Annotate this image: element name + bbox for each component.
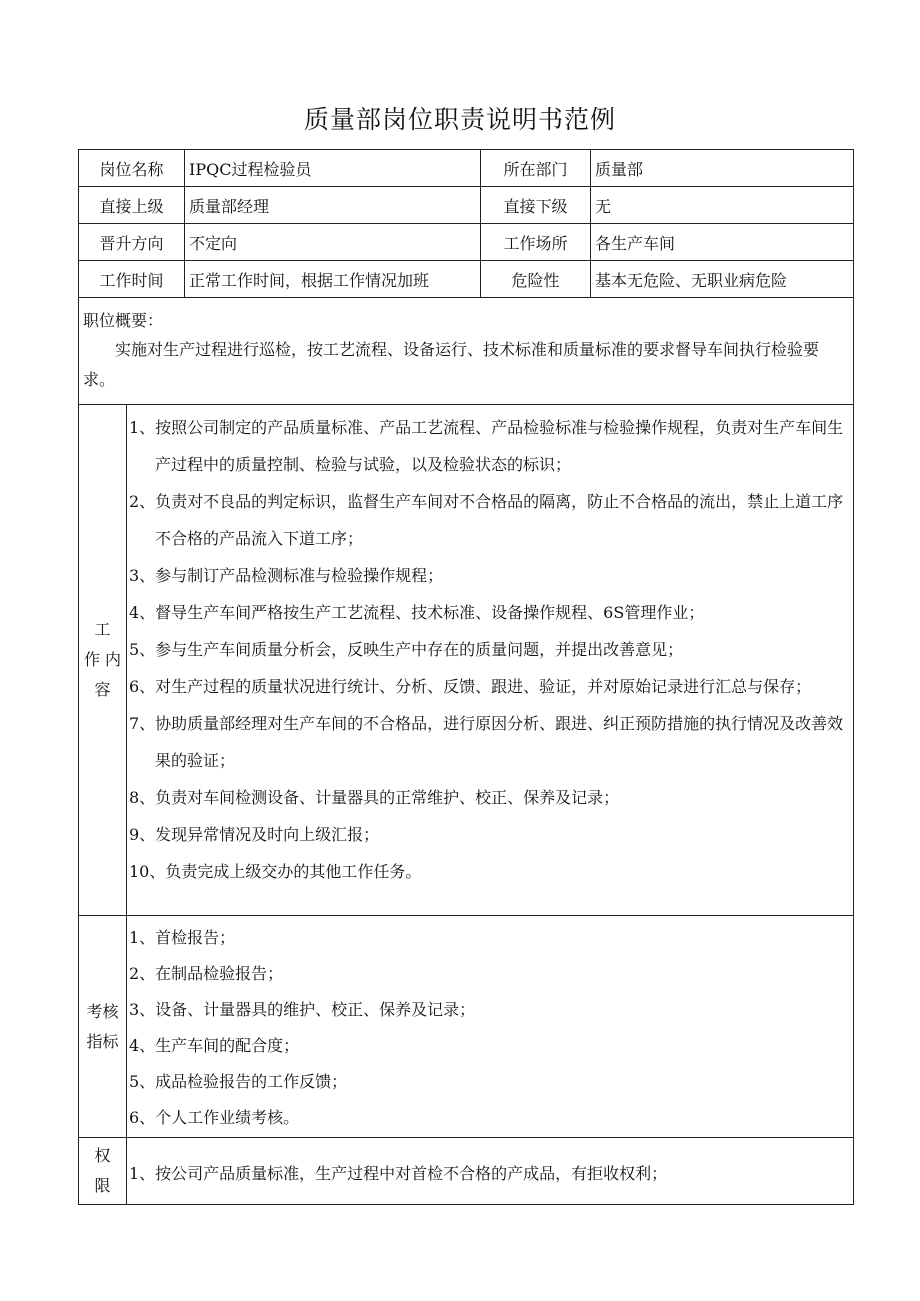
summary-heading: 职位概要： (83, 311, 164, 330)
value-promotion: 不定向 (185, 224, 481, 261)
label-workplace: 工作场所 (481, 224, 591, 261)
authority-label (79, 1138, 127, 1205)
value-work-hours: 正常工作时间，根据工作情况加班 (185, 261, 481, 298)
duty-item: 4、督导生产车间严格按生产工艺流程、技术标准、设备操作规程、6S管理作业； (129, 603, 705, 622)
metrics-label (79, 916, 127, 1138)
info-row-promotion (79, 224, 854, 261)
label-hazard: 危险性 (481, 261, 591, 298)
duty-item: 5、参与生产车间质量分析会，反映生产中存在的质量问题，并提出改善意见； (129, 640, 684, 659)
metric-item: 5、成品检验报告的工作反馈； (129, 1072, 348, 1091)
duty-item: 1、按照公司制定的产品质量标准、产品工艺流程、产品检验标准与检验操作规程，负责对生产车间生产过程中的质量控制、检验与试验，以及检验状态的标识； (129, 418, 844, 474)
duties-label (79, 405, 127, 916)
authority-label-line2: 限 (94, 1176, 111, 1195)
duty-item: 6、对生产过程的质量状况进行统计、分析、反馈、跟进、验证，并对原始记录进行汇总与保存； (129, 677, 812, 696)
document-title: 质量部岗位职责说明书范例 (303, 105, 616, 134)
value-department: 质量部 (591, 150, 854, 187)
metric-item: 3、设备、计量器具的维护、校正、保养及记录； (129, 1000, 476, 1019)
duties-row (79, 405, 854, 916)
duty-item: 7、协助质量部经理对生产车间的不合格品，进行原因分析、跟进、纠正预防措施的执行情况及改善效果的验证； (129, 714, 844, 770)
value-hazard: 基本无危险、无职业病危险 (591, 261, 854, 298)
duty-item: 3、参与制订产品检测标准与检验操作规程； (129, 566, 444, 585)
metric-item: 4、生产车间的配合度； (129, 1036, 300, 1055)
summary-body: 实施对生产过程进行巡检，按工艺流程、设备运行、技术标准和质量标准的要求督导车间执行检验要求。 (83, 340, 820, 389)
summary-row (79, 298, 854, 405)
value-position-name: IPQC过程检验员 (185, 150, 481, 187)
label-promotion: 晋升方向 (79, 224, 185, 261)
metrics-row (79, 916, 854, 1138)
label-direct-subordinate: 直接下级 (481, 187, 591, 224)
label-direct-superior: 直接上级 (79, 187, 185, 224)
authority-label-line1: 权 (94, 1146, 111, 1165)
duty-item: 10、负责完成上级交办的其他工作任务。 (129, 862, 422, 881)
metrics-label-line2: 指标 (86, 1031, 119, 1051)
duty-item: 8、负责对车间检测设备、计量器具的正常维护、校正、保养及记录； (129, 788, 620, 807)
duty-item: 2、负责对不良品的判定标识，监督生产车间对不合格品的隔离，防止不合格品的流出，禁止上道工序不合格的产品流入下道工序； (129, 492, 844, 548)
duties-label-line2: 作 内 (83, 650, 122, 669)
duty-item: 9、发现异常情况及时向上级汇报； (129, 825, 380, 844)
authority-row (79, 1138, 854, 1205)
metrics-list (127, 916, 854, 1138)
label-work-hours: 工作时间 (79, 261, 185, 298)
job-description-table (78, 149, 854, 1205)
duties-label-line1: 工 (94, 620, 111, 639)
authority-list (127, 1138, 854, 1205)
metric-item: 2、在制品检验报告； (129, 964, 284, 983)
duties-label-line3: 容 (94, 680, 111, 699)
duties-list (127, 405, 854, 916)
metric-item: 1、首检报告； (129, 928, 236, 947)
info-row-hours (79, 261, 854, 298)
value-direct-superior: 质量部经理 (185, 187, 481, 224)
summary-cell (79, 298, 854, 405)
label-department: 所在部门 (481, 150, 591, 187)
info-row-position (79, 150, 854, 187)
value-direct-subordinate: 无 (591, 187, 854, 224)
value-workplace: 各生产车间 (591, 224, 854, 261)
authority-item: 1、按公司产品质量标准，生产过程中对首检不合格的产成品，有拒收权利； (129, 1163, 668, 1183)
metrics-label-line1: 考核 (86, 1001, 119, 1021)
info-row-superior (79, 187, 854, 224)
label-position-name: 岗位名称 (79, 150, 185, 187)
metric-item: 6、个人工作业绩考核。 (129, 1108, 300, 1127)
